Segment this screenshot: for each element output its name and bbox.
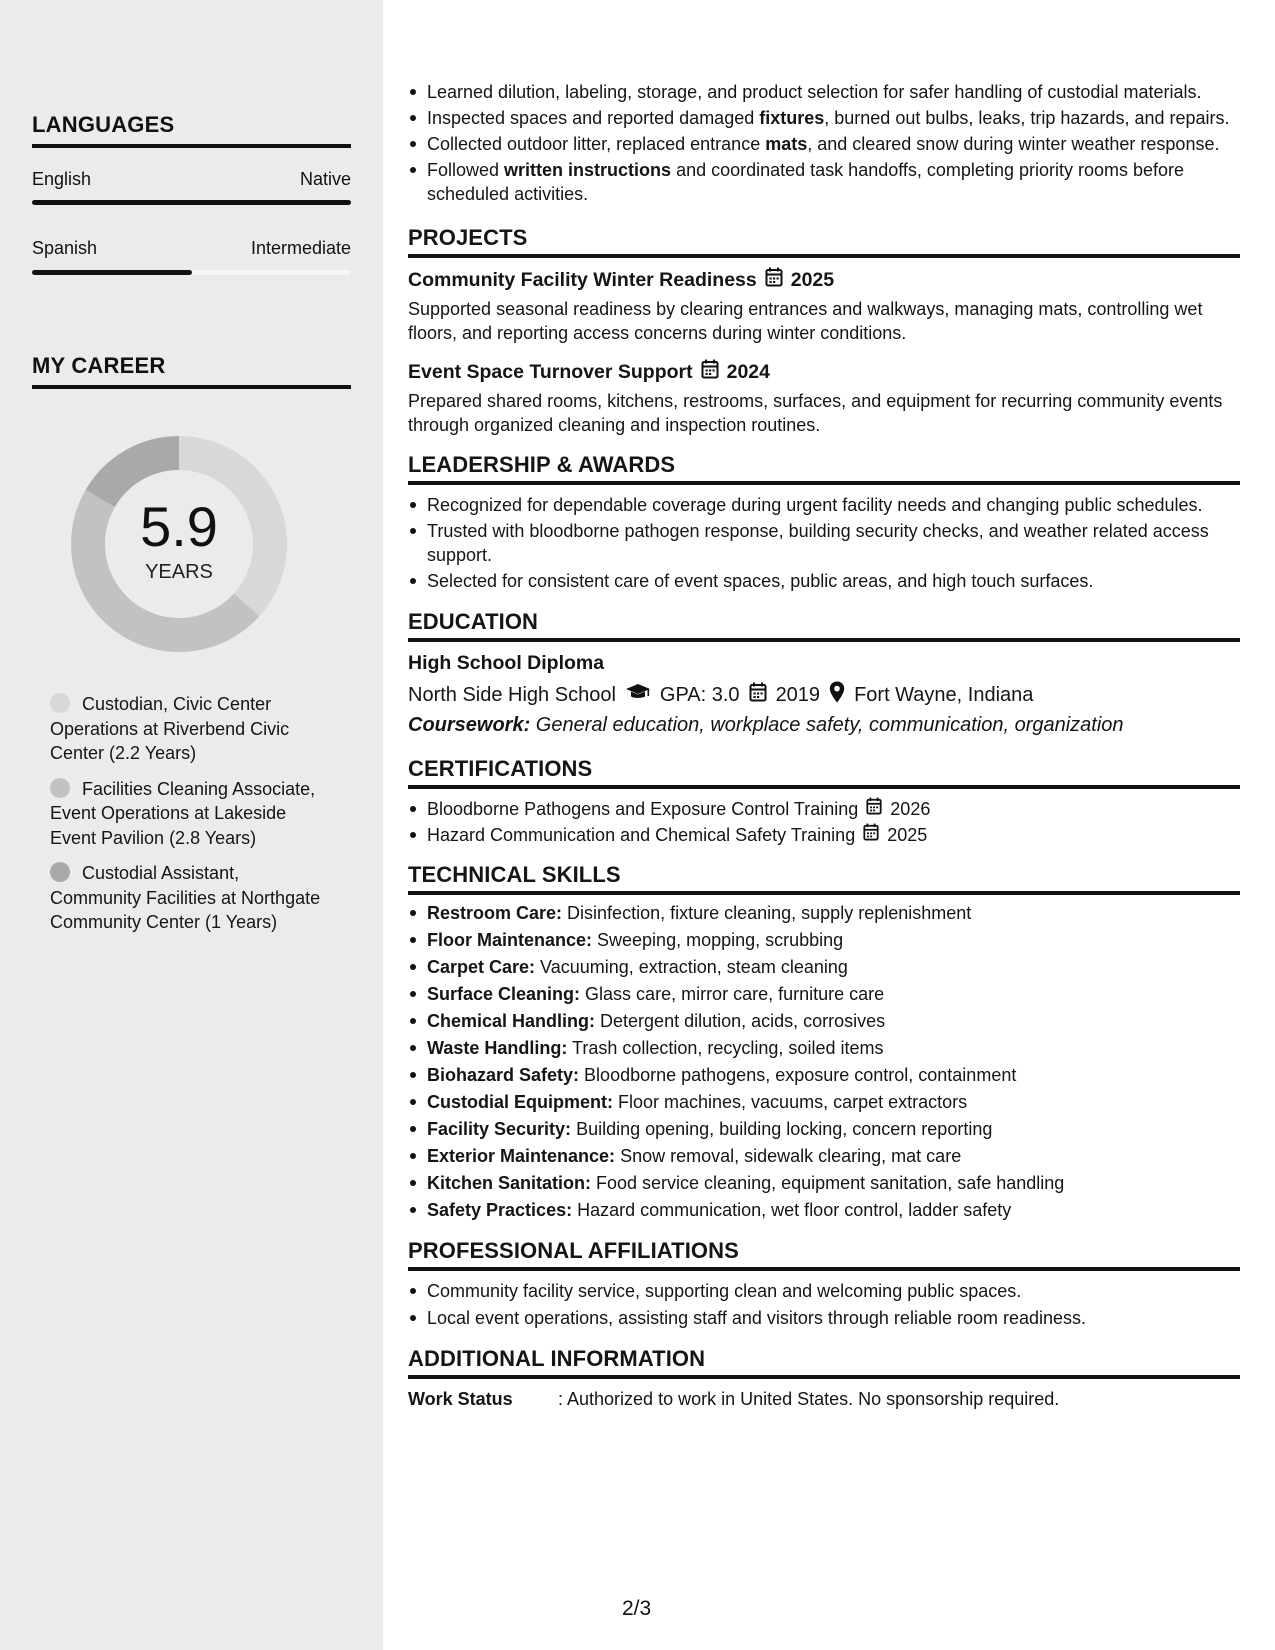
experience-bullets	[408, 80, 1240, 206]
career-legend-item	[50, 777, 330, 851]
skill-item: Exterior Maintenance: Snow removal, sidewalk clearing, mat care	[408, 1144, 1240, 1168]
skill-item: Waste Handling: Trash collection, recycling, soiled items	[408, 1036, 1240, 1060]
calendar-icon	[863, 823, 879, 847]
coursework	[408, 713, 1240, 737]
affiliation-item: Local event operations, assisting staff and visitors through reliable room readiness.	[408, 1306, 1240, 1330]
map-pin-icon	[829, 681, 845, 709]
career-item-text: Facilities Cleaning Associate, Event Operations at Lakeside Event Pavilion (2.8 Years)	[50, 778, 316, 848]
graduation-year: 2019	[775, 684, 821, 706]
leadership-list	[408, 493, 1240, 593]
language-name: Spanish	[32, 238, 98, 258]
career-item-text: Custodial Assistant, Community Facilities at Northgate Community Center (1 Years)	[50, 863, 321, 932]
certification-year: 2026	[890, 799, 931, 819]
skill-item: Chemical Handling: Detergent dilution, acids, corrosives	[408, 1009, 1240, 1033]
career-years-unit: YEARS	[145, 560, 213, 583]
degree-title: High School Diploma	[408, 652, 605, 674]
language-bar-english	[32, 200, 351, 205]
leadership-heading: LEADERSHIP & AWARDS	[408, 453, 1240, 485]
skill-item: Custodial Equipment: Floor machines, vacuums, carpet extractors	[408, 1090, 1240, 1114]
skill-item: Kitchen Sanitation: Food service cleaning, equipment sanitation, safe handling	[408, 1171, 1240, 1195]
certification-name: Hazard Communication and Chemical Safety Training	[427, 825, 856, 845]
gpa: GPA: 3.0	[659, 684, 740, 706]
skill-item: Safety Practices: Hazard communication, wet floor control, ladder safety	[408, 1198, 1240, 1222]
skill-item: Carpet Care: Vacuuming, extraction, steam cleaning	[408, 955, 1240, 979]
skill-item: Facility Security: Building opening, building locking, concern reporting	[408, 1117, 1240, 1141]
career-total-years: 5.9	[140, 494, 218, 558]
leadership-item: Selected for consistent care of event spaces, public areas, and high touch surfaces.	[408, 569, 1240, 593]
additional-info-heading: ADDITIONAL INFORMATION	[408, 1347, 1240, 1379]
coursework-text: General education, workplace safety, communication, organization	[530, 714, 1124, 736]
skills-list	[408, 901, 1240, 1222]
coursework-label: Coursework:	[408, 714, 531, 736]
certification-name: Bloodborne Pathogens and Exposure Control Training	[427, 799, 859, 819]
project-year: 2024	[726, 361, 770, 383]
project-title	[408, 359, 1240, 385]
project-year: 2025	[790, 269, 835, 291]
language-name: English	[32, 169, 92, 189]
experience-bullet: Followed written instructions and coordinated task handoffs, completing priority rooms before scheduled activities.	[408, 158, 1240, 206]
main-content	[408, 80, 1240, 1411]
donut-center	[66, 431, 292, 657]
language-level: Intermediate	[250, 238, 351, 258]
language-bar-fill	[32, 200, 351, 205]
calendar-icon	[701, 359, 719, 385]
calendar-icon	[749, 682, 767, 708]
certification-year: 2025	[887, 825, 928, 845]
calendar-icon	[866, 797, 882, 821]
legend-dot	[50, 778, 70, 798]
affiliations-heading: PROFESSIONAL AFFILIATIONS	[408, 1239, 1240, 1271]
career-donut-chart	[66, 431, 292, 657]
career-legend-item	[50, 692, 330, 766]
experience-bullet: Collected outdoor litter, replaced entrance mats, and cleared snow during winter weather response.	[408, 132, 1240, 156]
project-name: Event Space Turnover Support	[408, 361, 693, 383]
career-legend	[50, 692, 330, 946]
work-status-value: : Authorized to work in United States. No sponsorship required.	[558, 1389, 1060, 1409]
calendar-icon	[765, 267, 783, 293]
project-description: Prepared shared rooms, kitchens, restrooms, surfaces, and equipment for recurring community events through organized cleaning and inspection routines.	[408, 391, 1223, 435]
skill-item: Biohazard Safety: Bloodborne pathogens, exposure control, containment	[408, 1063, 1240, 1087]
language-row-spanish	[32, 238, 351, 259]
career-item-text: Custodian, Civic Center Operations at Riverbend Civic Center (2.2 Years)	[50, 694, 290, 763]
career-legend-item	[50, 861, 330, 935]
project-description: Supported seasonal readiness by clearing entrances and walkways, managing mats, controlling wet floors, and reporting access concerns during winter conditions.	[408, 299, 1203, 343]
education-details	[408, 681, 1240, 709]
work-status-row	[408, 1387, 1240, 1411]
school-name: North Side High School	[408, 684, 616, 706]
page-number: 2/3	[622, 1597, 652, 1620]
project-name: Community Facility Winter Readiness	[408, 269, 757, 291]
school-location: Fort Wayne, Indiana	[854, 684, 1034, 706]
skill-item: Surface Cleaning: Glass care, mirror care, furniture care	[408, 982, 1240, 1006]
graduation-cap-icon	[625, 683, 651, 707]
affiliations-list	[408, 1279, 1240, 1330]
skills-heading: TECHNICAL SKILLS	[408, 863, 1240, 895]
languages-heading: LANGUAGES	[32, 112, 351, 148]
legend-dot	[50, 862, 70, 882]
certification-item	[408, 797, 1240, 821]
work-status-label: Work Status	[408, 1389, 513, 1409]
language-row-english	[32, 169, 351, 190]
experience-bullet: Learned dilution, labeling, storage, and product selection for safer handling of custodial materials.	[408, 80, 1240, 104]
certifications-list	[408, 797, 1240, 847]
affiliation-item: Community facility service, supporting clean and welcoming public spaces.	[408, 1279, 1240, 1303]
certifications-heading: CERTIFICATIONS	[408, 757, 1240, 789]
leadership-item: Trusted with bloodborne pathogen response, building security checks, and weather related access support.	[408, 519, 1240, 567]
skill-item: Restroom Care: Disinfection, fixture cleaning, supply replenishment	[408, 901, 1240, 925]
education-heading: EDUCATION	[408, 610, 1240, 642]
legend-dot	[50, 693, 70, 713]
sidebar	[0, 0, 383, 1650]
language-bar-fill	[32, 270, 192, 275]
skill-item: Floor Maintenance: Sweeping, mopping, scrubbing	[408, 928, 1240, 952]
career-heading: MY CAREER	[32, 353, 351, 389]
project-title	[408, 267, 1240, 293]
language-bar-spanish	[32, 270, 351, 275]
language-level: Native	[299, 169, 351, 189]
experience-bullet: Inspected spaces and reported damaged fixtures, burned out bulbs, leaks, trip hazards, and repairs.	[408, 106, 1240, 130]
projects-heading: PROJECTS	[408, 226, 1240, 258]
certification-item	[408, 823, 1240, 847]
leadership-item: Recognized for dependable coverage during urgent facility needs and changing public schedules.	[408, 493, 1240, 517]
